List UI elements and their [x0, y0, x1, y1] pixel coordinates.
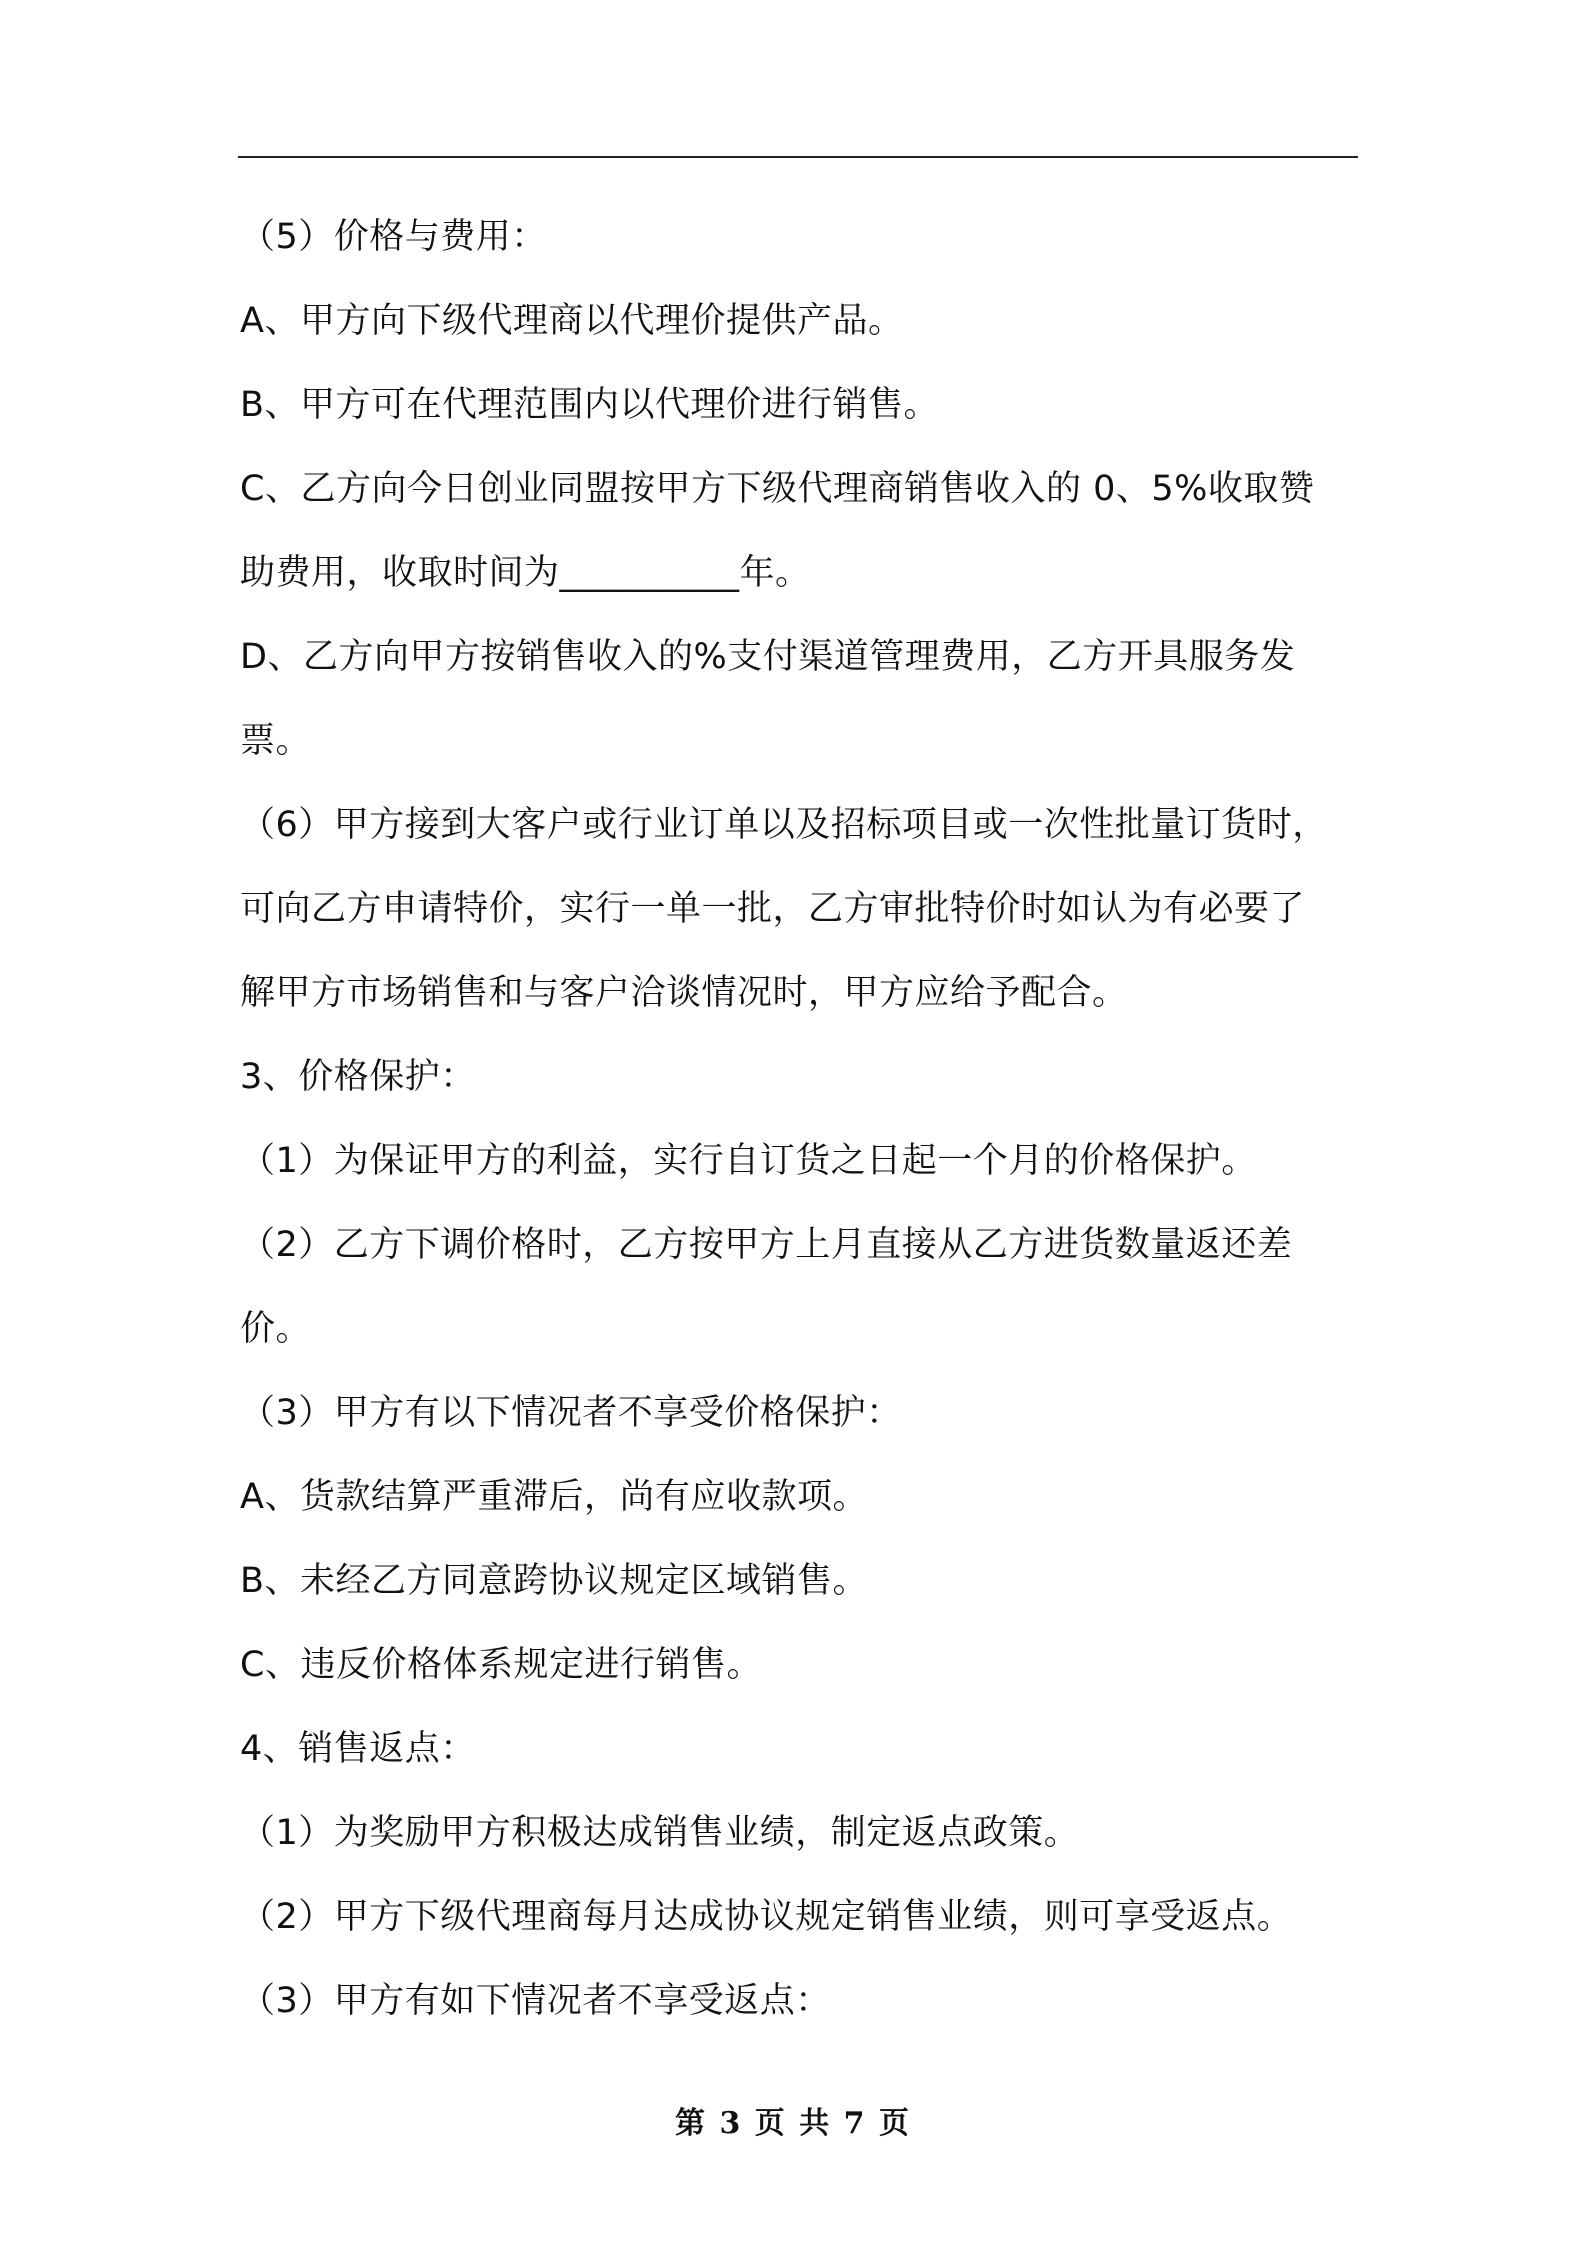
paragraph-line: A、甲方向下级代理商以代理价提供产品。 [240, 301, 904, 341]
paragraph-line: 助费用，收取时间为__________年。 [240, 553, 811, 593]
paragraph-line: 解甲方市场销售和与客户洽谈情况时，甲方应给予配合。 [240, 973, 1128, 1013]
paragraph-line: （3）甲方有以下情况者不享受价格保护： [240, 1393, 902, 1433]
paragraph-line: （2）甲方下级代理商每月达成协议规定销售业绩，则可享受返点。 [240, 1897, 1293, 1937]
paragraph-line: A、货款结算严重滞后，尚有应收款项。 [240, 1477, 868, 1517]
section-heading: 3、价格保护： [240, 1057, 476, 1097]
paragraph-line: （1）为奖励甲方积极达成销售业绩，制定返点政策。 [240, 1813, 1080, 1853]
paragraph-line: （5）价格与费用： [240, 217, 547, 257]
paragraph-line: （3）甲方有如下情况者不享受返点： [240, 1981, 831, 2021]
page-number-footer: 第 3 页 共 7 页 [675, 2106, 911, 2141]
paragraph-line: C、乙方向今日创业同盟按甲方下级代理商销售收入的 0、5%收取赞 [240, 469, 1315, 509]
paragraph-line: 票。 [240, 721, 312, 761]
paragraph-line: D、乙方向甲方按销售收入的%支付渠道管理费用，乙方开具服务发 [240, 637, 1296, 677]
paragraph-line: B、未经乙方同意跨协议规定区域销售。 [240, 1561, 869, 1601]
paragraph-line: （1）为保证甲方的利益，实行自订货之日起一个月的价格保护。 [240, 1141, 1257, 1181]
document-body [240, 195, 1360, 2043]
paragraph-line: 价。 [240, 1309, 312, 1349]
paragraph-line: C、违反价格体系规定进行销售。 [240, 1645, 762, 1685]
paragraph-line: （2）乙方下调价格时，乙方按甲方上月直接从乙方进货数量返还差 [240, 1225, 1293, 1265]
section-heading: 4、销售返点： [240, 1729, 476, 1769]
paragraph-line: （6）甲方接到大客户或行业订单以及招标项目或一次性批量订货时， [240, 805, 1328, 845]
header-divider [238, 156, 1358, 158]
paragraph-line: 可向乙方申请特价，实行一单一批，乙方审批特价时如认为有必要了 [240, 889, 1306, 929]
paragraph-line: B、甲方可在代理范围内以代理价进行销售。 [240, 385, 940, 425]
